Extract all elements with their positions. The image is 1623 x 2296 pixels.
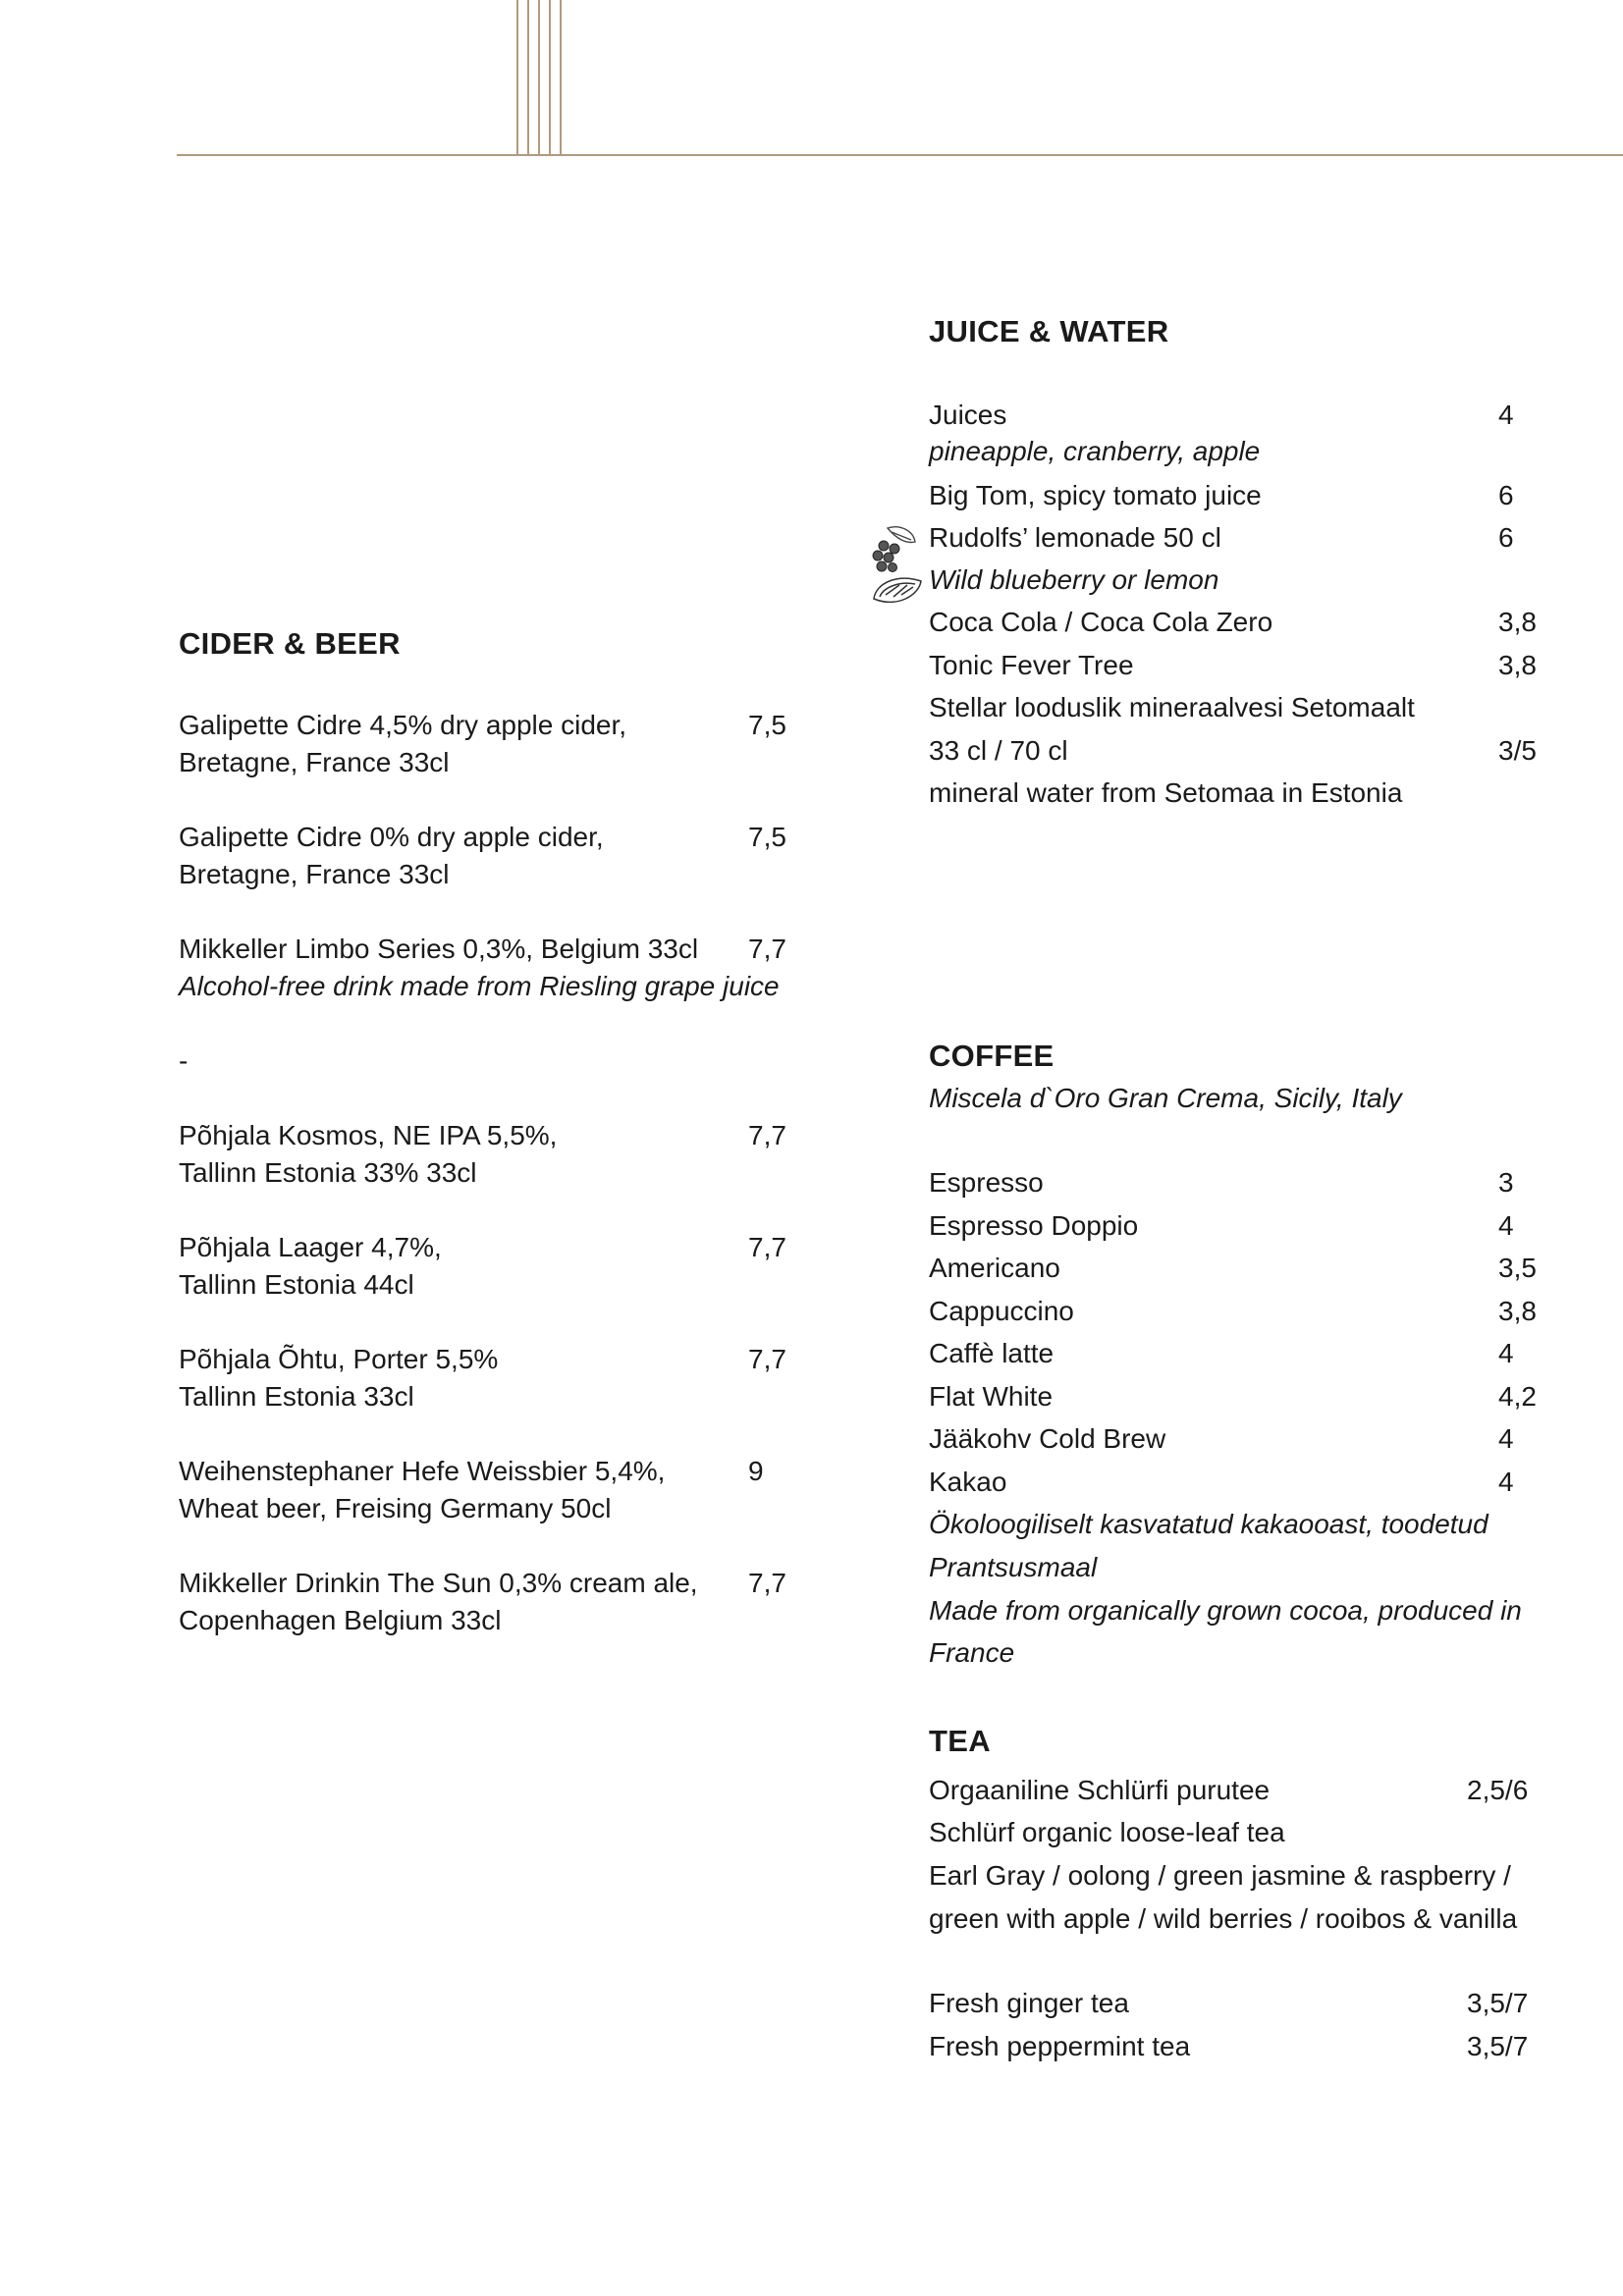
item-name: Põhjala Laager 4,7%, xyxy=(179,1232,442,1262)
item-price: 4 xyxy=(1498,400,1514,430)
item-name: Juices xyxy=(929,400,1007,430)
item-name: Tonic Fever Tree xyxy=(929,650,1134,680)
item-name: Mikkeller Drinkin The Sun 0,3% cream ale, xyxy=(179,1568,698,1598)
item-price: 6 xyxy=(1498,522,1514,553)
item-name: Big Tom, spicy tomato juice xyxy=(929,480,1262,510)
item-name: Põhjala Kosmos, NE IPA 5,5%, xyxy=(179,1120,558,1150)
item-description: Alcohol-free drink made from Riesling grape juice xyxy=(179,971,780,1001)
section-title: COFFEE xyxy=(929,1039,1055,1073)
item-description: Wheat beer, Freising Germany 50cl xyxy=(179,1493,612,1523)
item-name: Fresh ginger tea xyxy=(929,1988,1129,2018)
item-price: 7,7 xyxy=(748,1120,786,1150)
header-rule-vertical xyxy=(549,0,551,155)
item-price: 4 xyxy=(1498,1423,1514,1454)
item-description: Wild blueberry or lemon xyxy=(929,564,1219,595)
item-price: 4,2 xyxy=(1498,1381,1537,1412)
item-description: Bretagne, France 33cl xyxy=(179,859,450,889)
item-name: Espresso xyxy=(929,1167,1044,1198)
item-name: Galipette Cidre 4,5% dry apple cider, xyxy=(179,710,627,740)
berries-and-lemon-icon xyxy=(864,522,931,611)
item-name: Cappuccino xyxy=(929,1296,1074,1326)
header-rule-vertical xyxy=(516,0,518,155)
item-description: pineapple, cranberry, apple xyxy=(929,436,1261,466)
item-name: Flat White xyxy=(929,1381,1054,1412)
item-name: Põhjala Õhtu, Porter 5,5% xyxy=(179,1344,499,1374)
header-rule-vertical xyxy=(560,0,562,155)
item-price: 3,5/7 xyxy=(1467,2031,1529,2061)
section-subtitle: Miscela d`Oro Gran Crema, Sicily, Italy xyxy=(929,1083,1402,1113)
item-price: 4 xyxy=(1498,1467,1514,1497)
section-title: CIDER & BEER xyxy=(179,626,401,661)
item-name: 33 cl / 70 cl xyxy=(929,735,1068,766)
item-name: Stellar looduslik mineraalvesi Setomaalt xyxy=(929,692,1415,722)
item-name: Jääkohv Cold Brew xyxy=(929,1423,1166,1454)
item-name: Coca Cola / Coca Cola Zero xyxy=(929,607,1273,637)
item-name: Weihenstephaner Hefe Weissbier 5,4%, xyxy=(179,1456,666,1486)
item-price: 3,5/7 xyxy=(1467,1988,1529,2018)
item-price: 3,8 xyxy=(1498,1296,1537,1326)
header-rule-vertical xyxy=(538,0,540,155)
item-price: 4 xyxy=(1498,1338,1514,1368)
item-description: Schlürf organic loose-leaf tea xyxy=(929,1817,1285,1847)
item-name: Caffè latte xyxy=(929,1338,1055,1368)
item-name: Galipette Cidre 0% dry apple cider, xyxy=(179,822,604,852)
item-description: Tallinn Estonia 33cl xyxy=(179,1381,414,1412)
item-price: 2,5/6 xyxy=(1467,1775,1529,1805)
item-price: 3,8 xyxy=(1498,650,1537,680)
item-description: Tallinn Estonia 33% 33cl xyxy=(179,1157,477,1188)
item-price: 7,7 xyxy=(748,1568,786,1598)
item-description: Bretagne, France 33cl xyxy=(179,747,450,777)
item-price: 9 xyxy=(748,1456,764,1486)
item-description: Earl Gray / oolong / green jasmine & raspberry / xyxy=(929,1860,1511,1891)
item-description: Prantsusmaal xyxy=(929,1552,1098,1582)
section-title: TEA xyxy=(929,1724,991,1758)
item-description: Tallinn Estonia 44cl xyxy=(179,1269,414,1300)
item-price: 3,8 xyxy=(1498,607,1537,637)
item-price: 7,5 xyxy=(748,822,786,852)
item-description: Made from organically grown cocoa, produced in xyxy=(929,1595,1522,1626)
item-price: 3,5 xyxy=(1498,1253,1537,1283)
item-name: Rudolfs’ lemonade 50 cl xyxy=(929,522,1221,553)
item-price: 3 xyxy=(1498,1167,1514,1198)
separator-dash: - xyxy=(179,1045,189,1076)
item-description: green with apple / wild berries / rooibos & vanilla xyxy=(929,1903,1518,1934)
item-price: 7,7 xyxy=(748,1344,786,1374)
header-rule xyxy=(177,154,1623,156)
item-description: Ökoloogiliselt kasvatatud kakaooast, toodetud xyxy=(929,1509,1488,1539)
section-title: JUICE & WATER xyxy=(929,314,1169,348)
item-price: 7,7 xyxy=(748,934,786,964)
item-name: Espresso Doppio xyxy=(929,1210,1139,1241)
item-name: Americano xyxy=(929,1253,1060,1283)
item-description: mineral water from Setomaa in Estonia xyxy=(929,777,1403,808)
item-description: France xyxy=(929,1637,1015,1668)
item-price: 6 xyxy=(1498,480,1514,510)
item-name: Fresh peppermint tea xyxy=(929,2031,1191,2061)
item-price: 7,7 xyxy=(748,1232,786,1262)
item-name: Kakao xyxy=(929,1467,1007,1497)
item-name: Mikkeller Limbo Series 0,3%, Belgium 33cl xyxy=(179,934,699,964)
item-description: Copenhagen Belgium 33cl xyxy=(179,1605,502,1635)
header-rule-vertical xyxy=(527,0,529,155)
item-price: 4 xyxy=(1498,1210,1514,1241)
item-price: 7,5 xyxy=(748,710,786,740)
item-price: 3/5 xyxy=(1498,735,1537,766)
item-name: Orgaaniline Schlürfi purutee xyxy=(929,1775,1271,1805)
